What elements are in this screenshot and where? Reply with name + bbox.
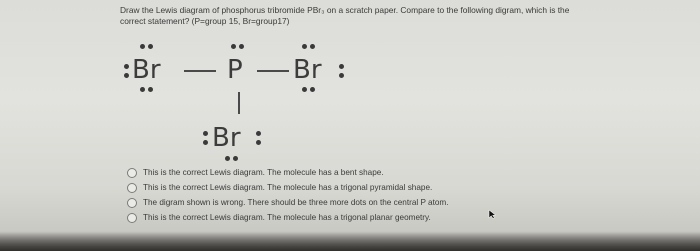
lone-pair-dot [256,131,261,136]
lone-pair-dot [148,87,153,92]
bottom-single-bond [238,92,240,114]
left-bromine-atom: Br [132,55,161,85]
left-single-bond [184,70,216,72]
lone-pair-dot [140,87,145,92]
lone-pair-dot [140,44,145,49]
radio-button-icon[interactable] [127,168,137,178]
right-bromine-atom: Br [293,55,322,85]
lone-pair-dot [339,73,344,78]
mouse-pointer-icon [488,209,498,219]
lone-pair-dot [231,44,236,49]
lone-pair-dot [124,64,129,69]
right-single-bond [257,70,289,72]
lone-pair-dot [256,140,261,145]
question-line-1: Draw the Lewis diagram of phosphorus tribromide PBr₃ on a scratch paper. Compare to the following digram, which is the [120,5,570,15]
question-line-2: correct statement? (P=group 15, Br=group17) [120,16,290,26]
answer-option-2[interactable] [127,180,687,195]
lone-pair-dot [225,156,230,161]
radio-button-icon[interactable] [127,183,137,193]
answer-option-3[interactable] [127,195,687,210]
phosphorus-atom: P [227,55,243,85]
lone-pair-dot [302,87,307,92]
answer-option-label: This is the correct Lewis diagram. The molecule has a trigonal planar geometry. [143,213,431,222]
lone-pair-dot [148,44,153,49]
radio-button-icon[interactable] [127,213,137,223]
lone-pair-dot [339,64,344,69]
answer-option-label: This is the correct Lewis diagram. The molecule has a bent shape. [143,168,384,177]
answer-option-label: This is the correct Lewis diagram. The molecule has a trigonal pyramidal shape. [143,183,433,192]
radio-button-icon[interactable] [127,198,137,208]
bottom-bromine-atom: Br [212,123,241,153]
lone-pair-dot [203,131,208,136]
answer-option-4[interactable] [127,210,687,225]
answer-option-label: The digram shown is wrong. There should be three more dots on the central P atom. [143,198,449,207]
answer-options [127,165,687,225]
lone-pair-dot [310,87,315,92]
lone-pair-dot [239,44,244,49]
lone-pair-dot [302,44,307,49]
lone-pair-dot [203,140,208,145]
lone-pair-dot [124,73,129,78]
lone-pair-dot [233,156,238,161]
lone-pair-dot [310,44,315,49]
answer-option-1[interactable] [127,165,687,180]
photo-edge-shadow [0,232,700,251]
